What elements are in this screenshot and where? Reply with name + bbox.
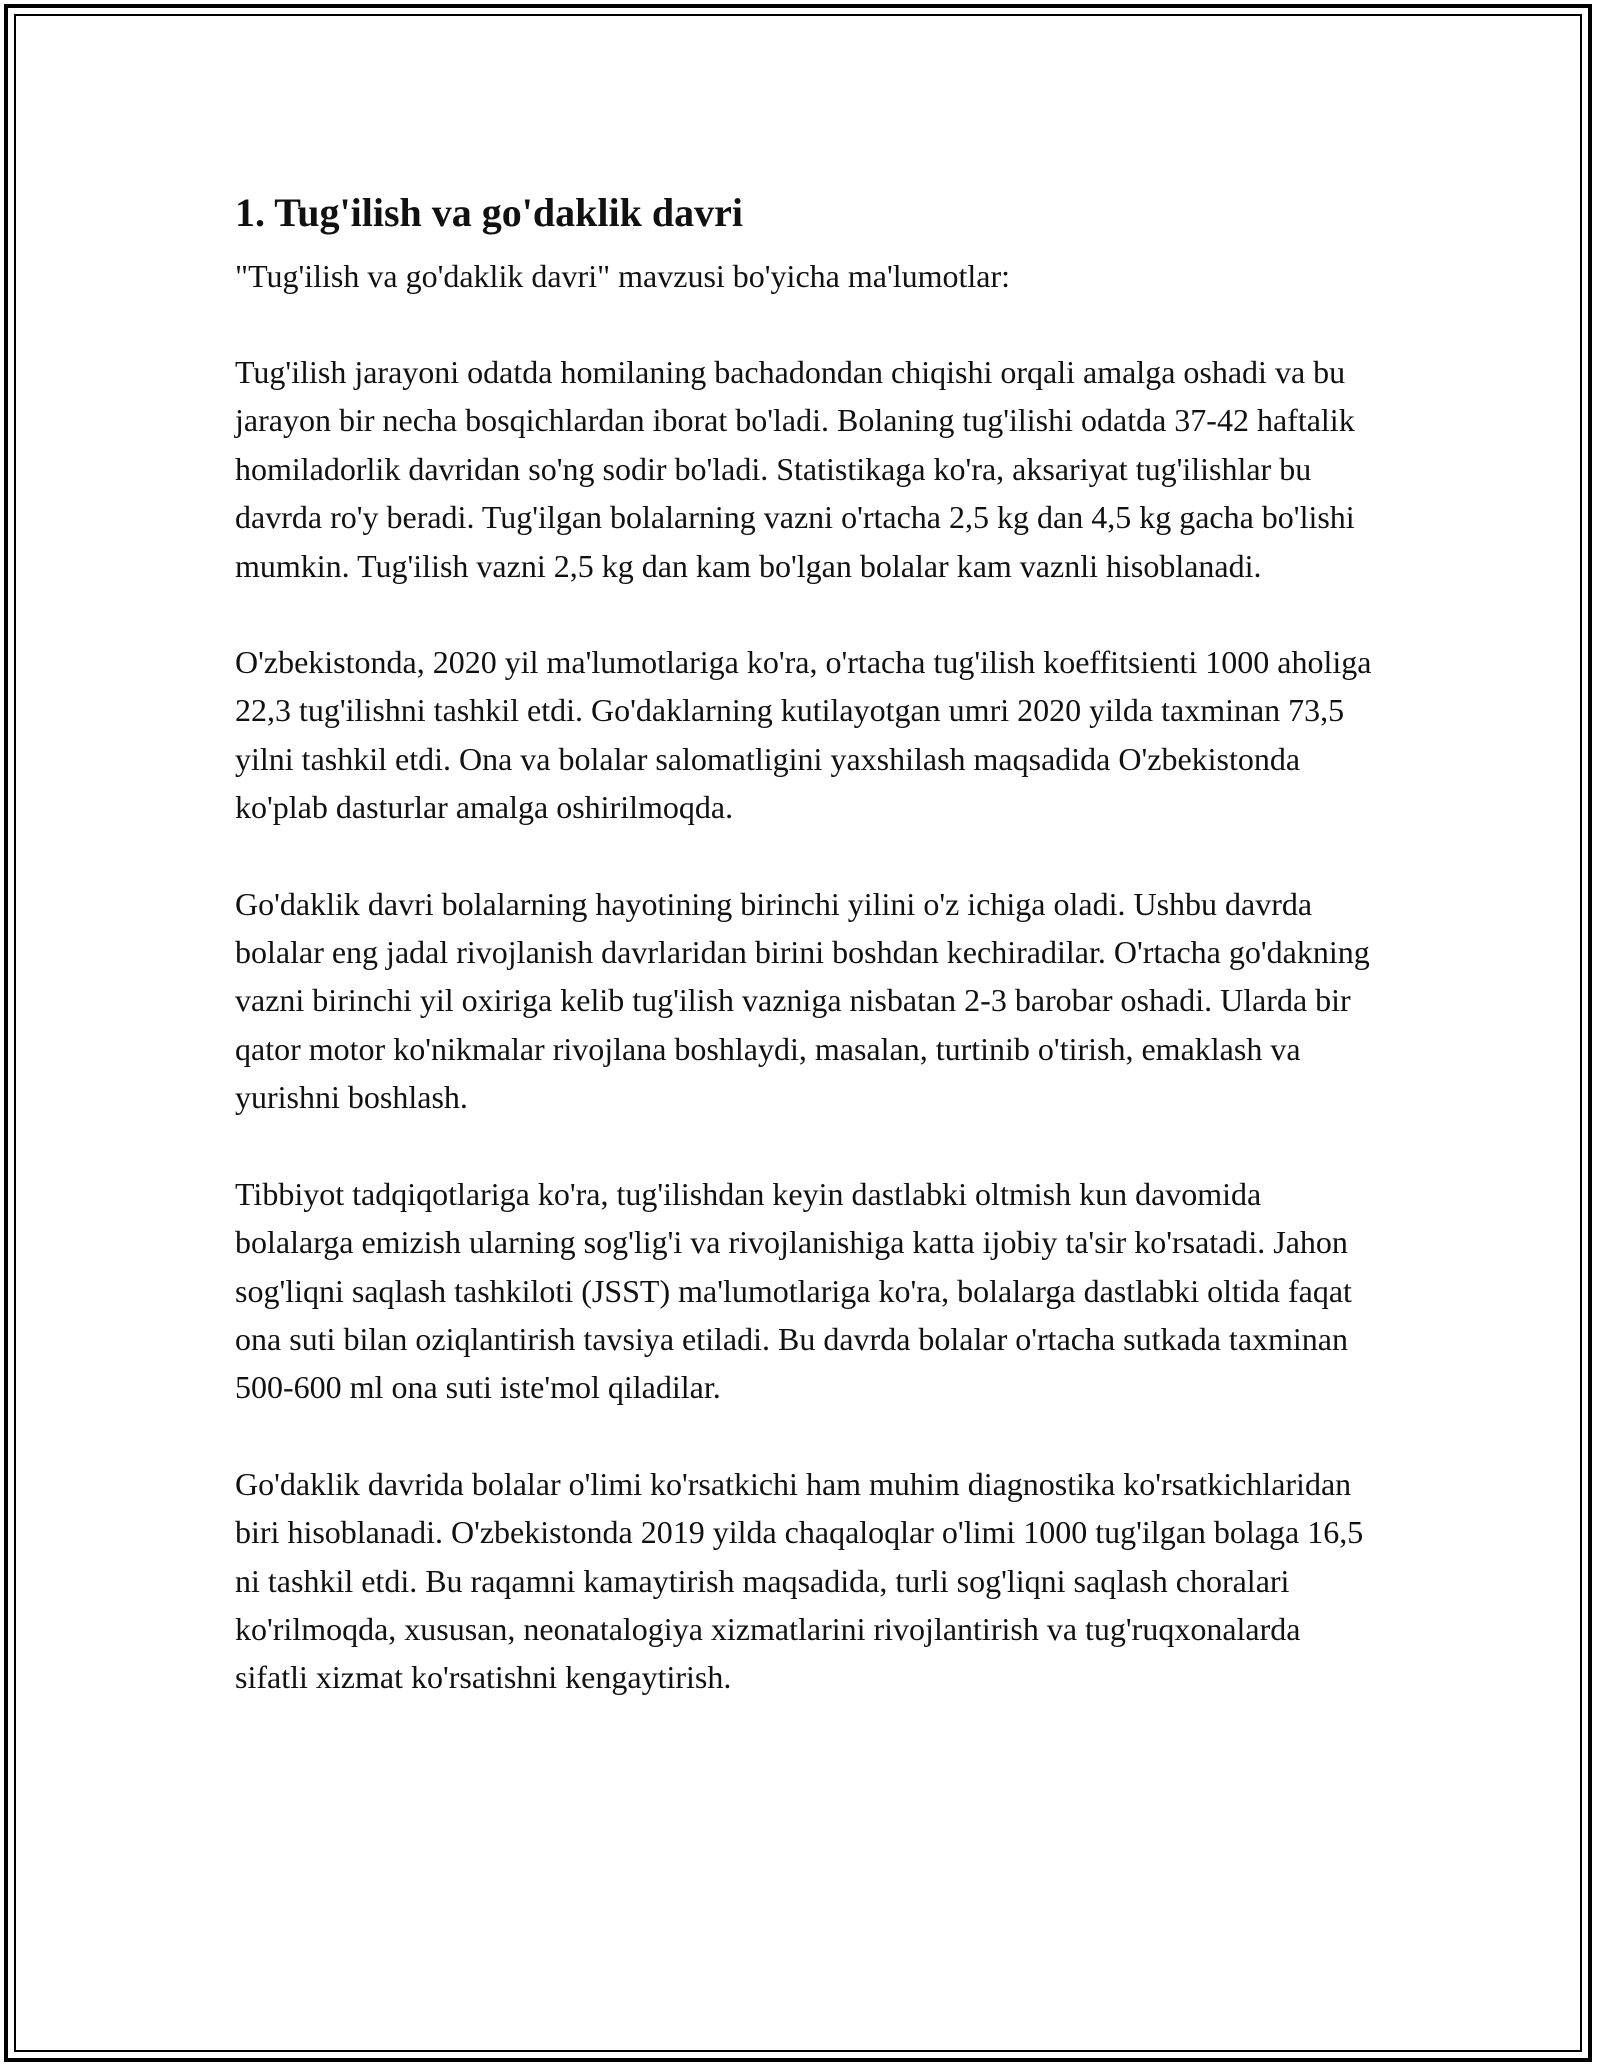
paragraph-infant-mortality: Go'daklik davrida bolalar o'limi ko'rsatkichi ham muhim diagnostika ko'rsatkichlaridan biri hisoblanadi. O'zbekistonda 2019 yilda chaqaloqlar o'limi 1000 tug'ilgan bolaga 16,5 ni tashkil etdi. Bu raqamni kamaytirish maqsadida, turli sog'liqni saqlash choralari ko'rilmoqda, xususan, neonatalogiya xizmatlarini rivojlantirish va tug'ruqxonalarda sifatli xizmat ko'rsatishni kengaytirish.: [235, 1465, 1364, 1696]
document-title: 1. Tug'ilish va go'daklik davri: [235, 190, 743, 235]
document-intro: "Tug'ilish va go'daklik davri" mavzusi bo'yicha ma'lumotlar:: [235, 258, 1011, 294]
paragraph-breastfeeding: Tibbiyot tadqiqotlariga ko'ra, tug'ilishdan keyin dastlabki oltmish kun davomida bolalarga emizish ularning sog'lig'i va rivojlanishiga katta ijobiy ta'sir ko'rsatadi. Jahon sog'liqni saqlash tashkiloti (JSST) ma'lumotlariga ko'ra, bolalarga dastlabki oltida faqat ona suti bilan oziqlantirish tavsiya etiladi. Bu davrda bolalar o'rtacha sutkada taxminan 500-600 ml ona suti iste'mol qiladilar.: [235, 1175, 1352, 1406]
paragraph-uzbekistan-birth-statistics: O'zbekistonda, 2020 yil ma'lumotlariga ko'ra, o'rtacha tug'ilish koeffitsienti 1000 aholiga 22,3 tug'ilishni tashkil etdi. Go'daklarning kutilayotgan umri 2020 yilda taxminan 73,5 yilni tashkil etdi. Ona va bolalar salomatligini yaxshilash maqsadida O'zbekistonda ko'plab dasturlar amalga oshirilmoqda.: [235, 644, 1372, 826]
document-body: [235, 182, 1375, 1750]
paragraph-birth-process: Tug'ilish jarayoni odatda homilaning bachadondan chiqishi orqali amalga oshadi va bu jarayon bir necha bosqichlardan iborat bo'ladi. Bolaning tug'ilishi odatda 37-42 haftalik homiladorlik davridan so'ng sodir bo'ladi. Statistikaga ko'ra, aksariyat tug'ilishlar bu davrda ro'y beradi. Tug'ilgan bolalarning vazni o'rtacha 2,5 kg dan 4,5 kg gacha bo'lishi mumkin. Tug'ilish vazni 2,5 kg dan kam bo'lgan bolalar kam vaznli hisoblanadi.: [235, 354, 1355, 584]
paragraph-infancy-development: Go'daklik davri bolalarning hayotining birinchi yilini o'z ichiga oladi. Ushbu davrda bolalar eng jadal rivojlanish davrlaridan birini boshdan kechiradilar. O'rtacha go'dakning vazni birinchi yil oxiriga kelib tug'ilish vazniga nisbatan 2-3 barobar oshadi. Ularda bir qator motor ko'nikmalar rivojlana boshlaydi, masalan, turtinib o'tirish, emaklash va yurishni boshlash.: [235, 885, 1370, 1116]
